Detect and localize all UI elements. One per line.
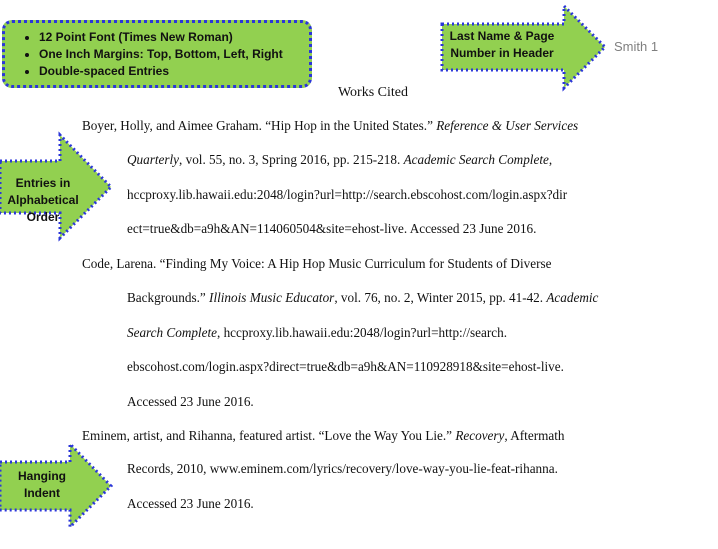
citation-line bbox=[127, 359, 564, 375]
order-arrow-line-3: Order bbox=[26, 210, 60, 224]
formatting-rules-callout bbox=[2, 20, 312, 88]
header-arrow-line-1: Last Name & Page bbox=[449, 29, 555, 43]
header-arrow-label bbox=[442, 28, 562, 62]
rule-font: • 12 Point Font (Times New Roman) bbox=[39, 29, 309, 46]
citation-text: Code, Larena. “Finding My Voice: A Hip Hop Music Curriculum for Students of Diverse bbox=[82, 256, 552, 271]
citation-text: , hccproxy.lib.hawaii.edu:2048/login?url=http://search. bbox=[216, 325, 508, 340]
citation-line bbox=[127, 152, 552, 168]
rule-margins: • One Inch Margins: Top, Bottom, Left, Right bbox=[39, 46, 309, 63]
citation-line bbox=[82, 256, 551, 272]
indent-arrow-line-1: Hanging bbox=[18, 469, 66, 483]
citation-line bbox=[127, 221, 536, 237]
page-title: Works Cited bbox=[337, 85, 409, 100]
running-header: Smith 1 bbox=[614, 39, 659, 54]
citation-line bbox=[82, 118, 578, 134]
citation-italic: Academic Search Complete bbox=[403, 152, 549, 167]
citation-text: Backgrounds.” bbox=[127, 290, 210, 305]
alphabetical-order-label bbox=[0, 175, 86, 226]
indent-arrow-line-2: Indent bbox=[24, 486, 60, 500]
formatting-rules-list bbox=[5, 29, 309, 80]
citation-text: Accessed 23 June 2016. bbox=[127, 496, 254, 511]
citation-italic: Recovery bbox=[455, 428, 505, 443]
citation-line bbox=[127, 325, 507, 341]
hanging-indent-arrow-callout bbox=[0, 444, 112, 528]
citation-italic: Illinois Music Educator bbox=[209, 290, 335, 305]
citation-line bbox=[127, 290, 598, 306]
citation-text: hccproxy.lib.hawaii.edu:2048/login?url=http://search.ebscohost.com/login.aspx?dir bbox=[127, 187, 568, 202]
citation-text: , Aftermath bbox=[504, 428, 565, 443]
header-arrow-callout bbox=[442, 6, 606, 90]
citation-text: ebscohost.com/login.aspx?direct=true&db=a9h&AN=110928918&site=ehost-live. bbox=[127, 359, 564, 374]
citation-text: Accessed 23 June 2016. bbox=[127, 394, 254, 409]
citation-text: Eminem, artist, and Rihanna, featured artist. “Love the Way You Lie.” bbox=[82, 428, 456, 443]
citation-text: ect=true&db=a9h&AN=114060504&site=ehost-live. Accessed 23 June 2016. bbox=[127, 221, 537, 236]
citation-line bbox=[82, 428, 564, 444]
citation-line bbox=[127, 496, 254, 512]
citation-italic: Academic bbox=[546, 290, 599, 305]
citation-text: , vol. 55, no. 3, Spring 2016, pp. 215-218. bbox=[179, 152, 404, 167]
order-arrow-line-1: Entries in bbox=[15, 176, 71, 190]
citation-text: Boyer, Holly, and Aimee Graham. “Hip Hop in the United States.” bbox=[82, 118, 437, 133]
citation-text: , vol. 76, no. 2, Winter 2015, pp. 41-42. bbox=[334, 290, 547, 305]
citation-line bbox=[127, 461, 558, 477]
hanging-indent-label bbox=[0, 468, 84, 502]
citation-text: Records, 2010, www.eminem.com/lyrics/recovery/love-way-you-lie-feat-rihanna. bbox=[127, 461, 558, 476]
alphabetical-order-arrow-callout bbox=[0, 135, 112, 239]
citation-italic: Reference & User Services bbox=[436, 118, 579, 133]
citation-italic: Quarterly bbox=[127, 152, 180, 167]
citation-text: , bbox=[548, 152, 553, 167]
citation-line bbox=[127, 394, 254, 410]
order-arrow-line-2: Alphabetical bbox=[7, 193, 79, 207]
citation-line bbox=[127, 187, 567, 203]
header-arrow-line-2: Number in Header bbox=[450, 46, 554, 60]
rule-spacing: • Double-spaced Entries bbox=[39, 63, 309, 80]
citation-italic: Search Complete bbox=[127, 325, 217, 340]
